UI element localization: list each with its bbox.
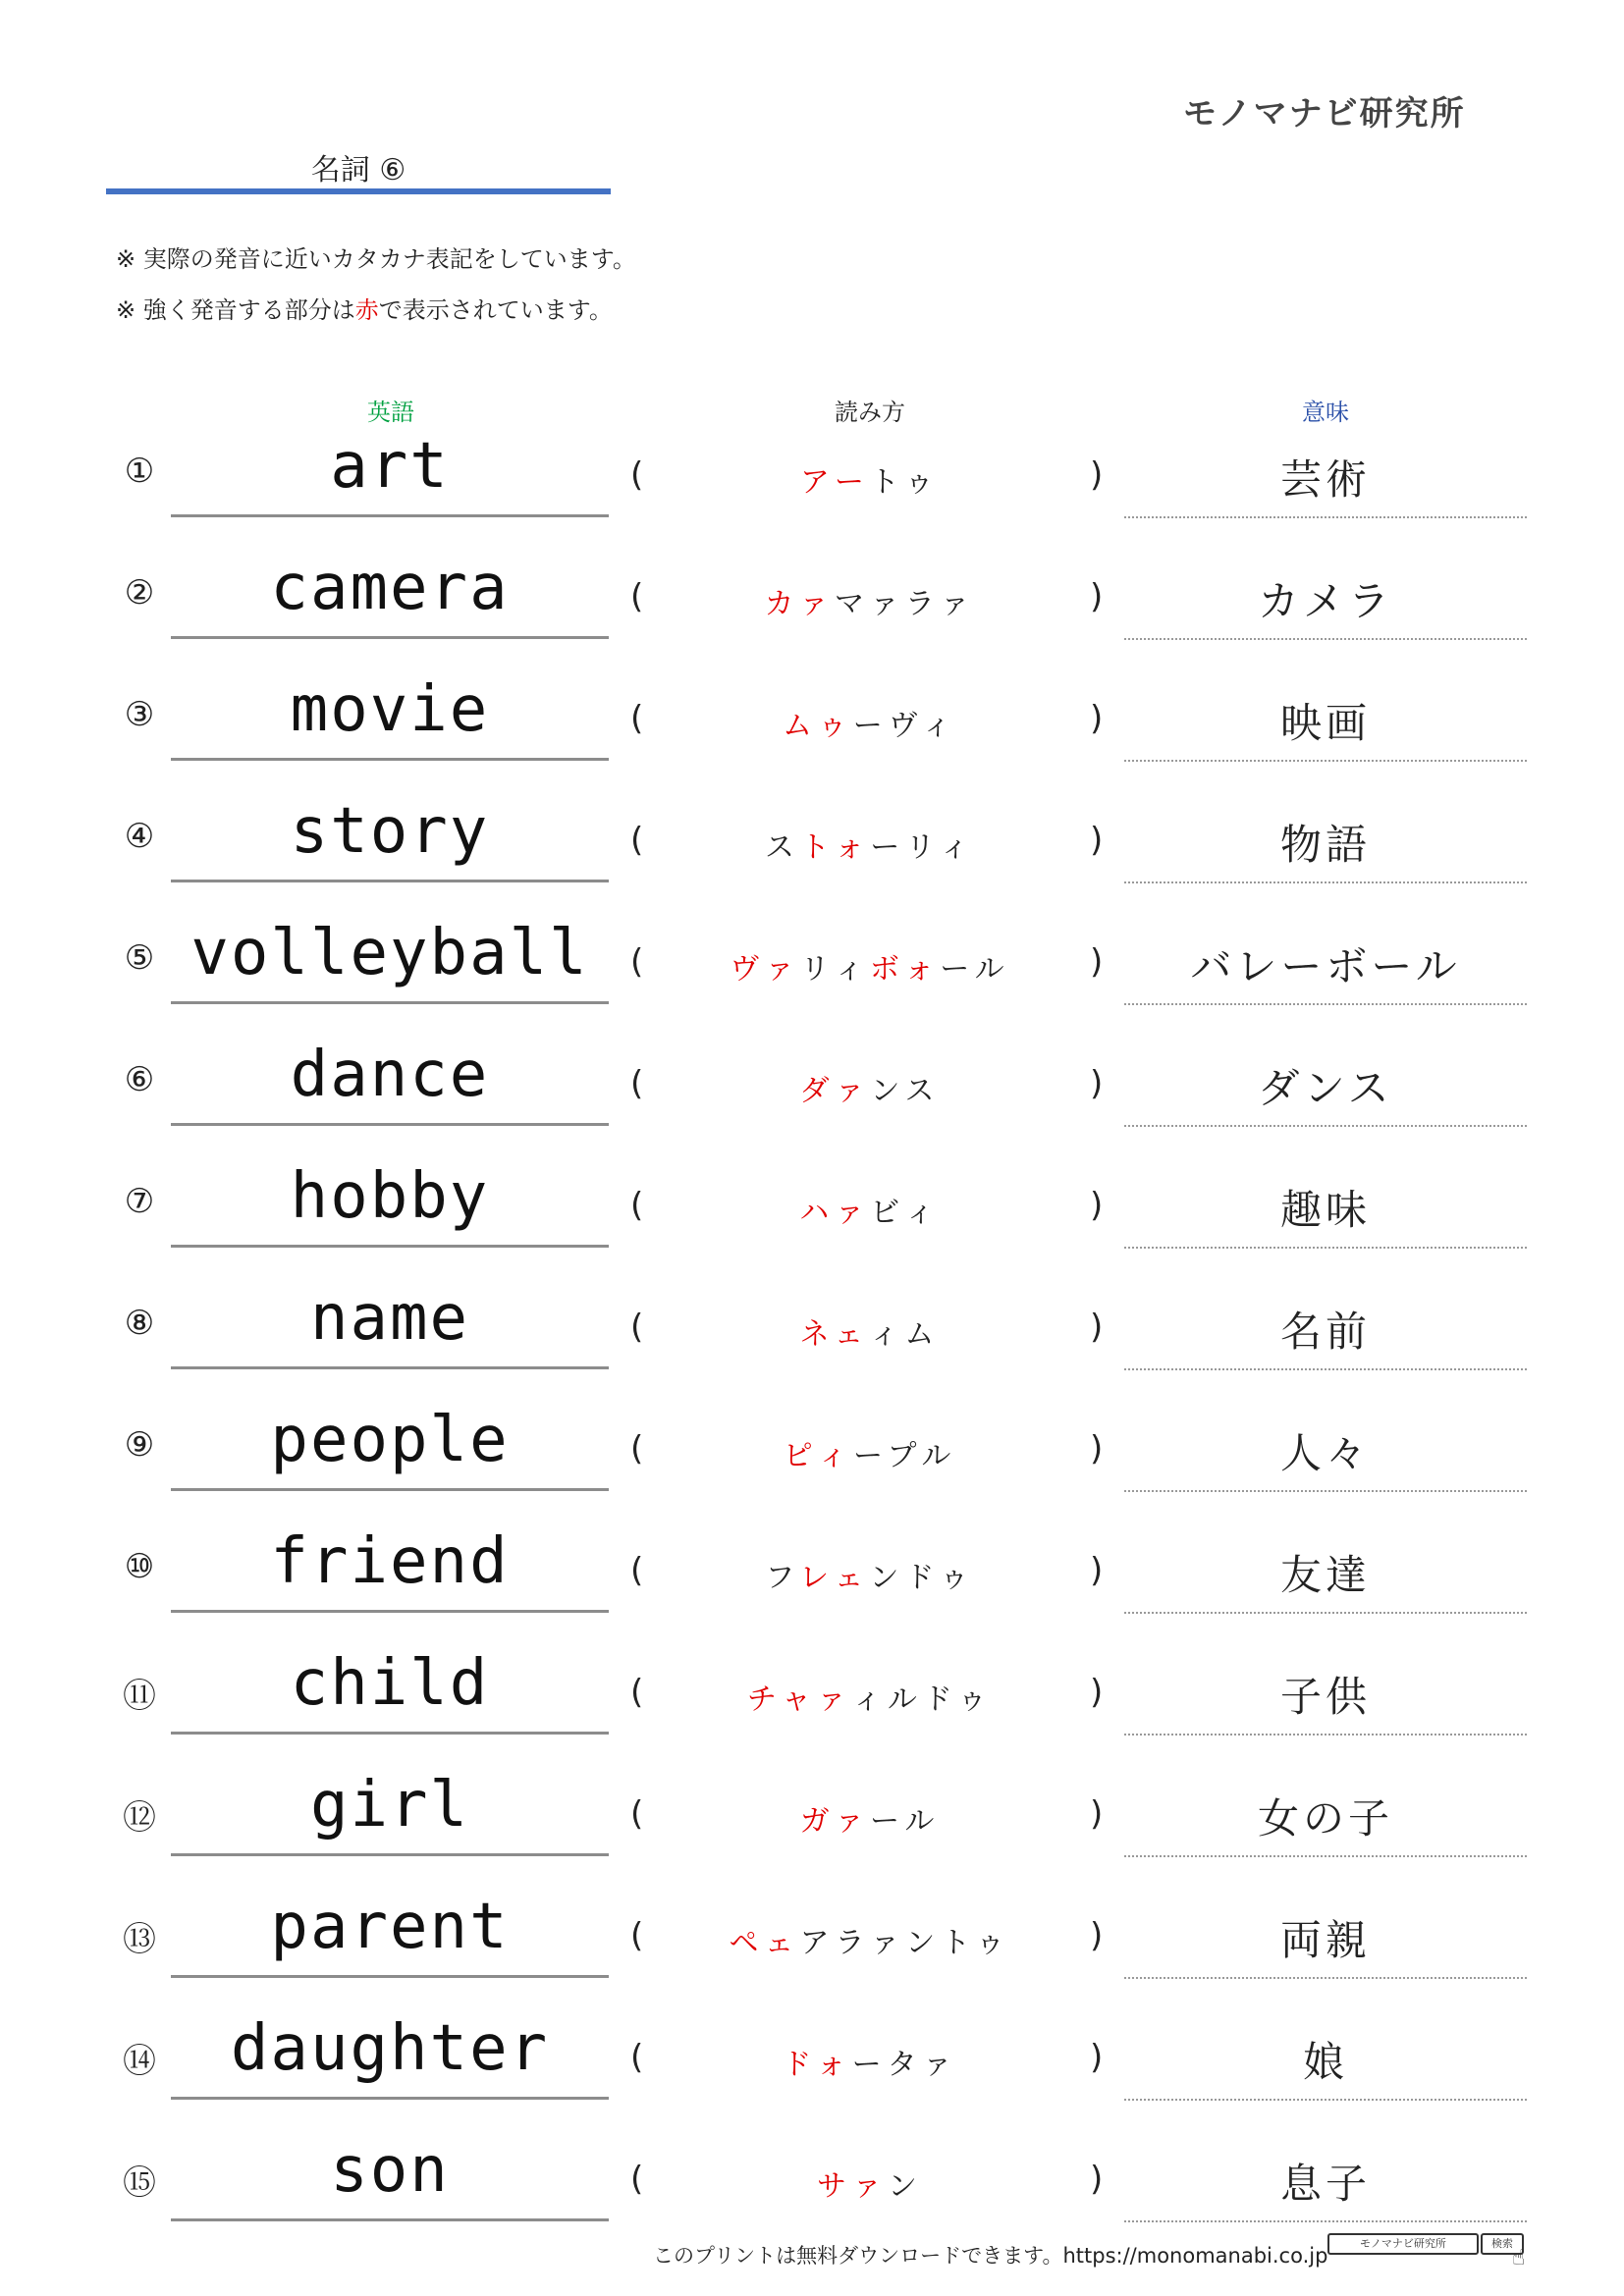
reading-syllable: ンドゥ: [869, 1561, 975, 1595]
stressed-syllable: ヴァ: [730, 952, 801, 987]
close-paren: ): [1090, 942, 1104, 982]
reading-syllable: ィルドゥ: [851, 1682, 994, 1717]
japanese-meaning: 子供: [1279, 1673, 1371, 1721]
row-number: ⑪: [123, 1677, 156, 1716]
katakana-reading: [674, 1918, 1066, 1961]
english-word: parent: [270, 1891, 510, 1963]
japanese-meaning: 映画: [1279, 699, 1371, 747]
stressed-syllable: ガァ: [799, 1804, 870, 1839]
close-paren: ): [1090, 1673, 1104, 1712]
close-paren: ): [1090, 1429, 1104, 1468]
vocab-row: [0, 909, 1624, 1031]
japanese-meaning: バレーボール: [1190, 942, 1461, 990]
close-paren: ): [1090, 821, 1104, 860]
english-word: son: [330, 2134, 450, 2207]
japanese-meaning: 人々: [1279, 1429, 1371, 1477]
english-word: volleyball: [190, 917, 589, 989]
open-paren: (: [630, 1308, 644, 1347]
title-underline: [106, 188, 611, 194]
search-input[interactable]: モノマナビ研究所: [1327, 2233, 1479, 2255]
column-header-english: 英語: [367, 399, 414, 426]
search-button[interactable]: 検索: [1481, 2233, 1524, 2255]
open-paren: (: [630, 2160, 644, 2199]
column-header-meaning: 意味: [1302, 399, 1349, 426]
close-paren: ): [1090, 699, 1104, 738]
katakana-reading: [674, 1553, 1066, 1596]
meaning-underline: [1124, 516, 1527, 518]
meaning-underline: [1124, 1855, 1527, 1857]
word-underline: [171, 1001, 609, 1004]
meaning-underline: [1124, 760, 1527, 762]
katakana-reading: [674, 823, 1066, 866]
katakana-reading: [674, 1431, 1066, 1474]
open-paren: (: [630, 1064, 644, 1103]
reading-syllable: ール: [870, 1804, 941, 1839]
stressed-syllable: ドォ: [782, 2048, 852, 2082]
vocab-row: [0, 2126, 1624, 2248]
stressed-syllable: カァ: [764, 587, 835, 621]
column-header-reading: 読み方: [835, 399, 905, 426]
close-paren: ): [1090, 577, 1104, 616]
vocab-row: [0, 787, 1624, 909]
word-underline: [171, 2097, 609, 2100]
open-paren: (: [630, 1551, 644, 1590]
stressed-syllable: ハァ: [799, 1196, 871, 1230]
note-text: で表示されています。: [378, 296, 613, 324]
row-number: ⑦: [124, 1182, 155, 1221]
english-word: movie: [290, 673, 490, 746]
stressed-syllable: トォ: [799, 830, 871, 865]
stressed-syllable: サァ: [817, 2169, 888, 2204]
word-underline: [171, 1488, 609, 1491]
row-number: ⑧: [124, 1304, 155, 1343]
katakana-reading: [674, 1675, 1066, 1718]
meaning-underline: [1124, 1125, 1527, 1127]
word-underline: [171, 2218, 609, 2221]
reading-syllable: フ: [765, 1561, 800, 1595]
english-word: hobby: [290, 1160, 490, 1233]
reading-syllable: トゥ: [869, 465, 941, 500]
open-paren: (: [630, 2038, 644, 2077]
meaning-underline: [1124, 1490, 1527, 1492]
katakana-reading: [674, 944, 1066, 988]
japanese-meaning: 両親: [1279, 1916, 1371, 1964]
stressed-syllable: レェ: [799, 1561, 870, 1595]
open-paren: (: [630, 699, 644, 738]
japanese-meaning: 友達: [1279, 1551, 1371, 1599]
meaning-underline: [1124, 2220, 1527, 2222]
katakana-reading: [674, 579, 1066, 622]
japanese-meaning: 趣味: [1279, 1186, 1371, 1234]
english-word: child: [290, 1647, 490, 1720]
meaning-underline: [1124, 1734, 1527, 1735]
reading-syllable: ータァ: [851, 2048, 958, 2082]
katakana-reading: [674, 1309, 1066, 1353]
english-word: friend: [270, 1525, 510, 1598]
reading-syllable: ン: [888, 2169, 923, 2204]
word-underline: [171, 636, 609, 639]
english-word: girl: [309, 1769, 470, 1842]
close-paren: ): [1090, 1551, 1104, 1590]
row-number: ⑬: [123, 1920, 156, 1959]
meaning-underline: [1124, 2099, 1527, 2101]
open-paren: (: [630, 942, 644, 982]
english-word: name: [309, 1282, 470, 1355]
vocab-row: [0, 666, 1624, 787]
open-paren: (: [630, 1429, 644, 1468]
english-word: daughter: [230, 2012, 550, 2085]
close-paren: ): [1090, 1916, 1104, 1955]
reading-syllable: ビィ: [870, 1196, 941, 1230]
row-number: ⑫: [123, 1798, 156, 1838]
english-word: dance: [290, 1039, 490, 1111]
stressed-syllable: ピィ: [783, 1439, 854, 1473]
reading-syllable: ーリィ: [870, 830, 976, 865]
stressed-syllable: チャァ: [746, 1682, 852, 1717]
row-number: ⑭: [123, 2042, 156, 2081]
japanese-meaning: 物語: [1279, 821, 1371, 869]
vocab-row: [0, 2004, 1624, 2126]
close-paren: ): [1090, 2038, 1104, 2077]
word-underline: [171, 1366, 609, 1369]
row-number: ①: [124, 452, 155, 491]
reading-syllable: ープル: [853, 1439, 957, 1473]
vocab-row: [0, 1639, 1624, 1761]
reading-syllable: ス: [764, 830, 800, 865]
japanese-meaning: カメラ: [1257, 577, 1393, 625]
note-text: ※ 強く発音する部分は: [116, 296, 355, 324]
word-underline: [171, 758, 609, 761]
vocab-row: [0, 1031, 1624, 1152]
word-underline: [171, 1975, 609, 1978]
note-line: [116, 291, 613, 325]
footer-text: このプリントは無料ダウンロードできます。https://monomanabi.co.jp: [653, 2244, 1328, 2268]
brand-logo: モノマナビ研究所: [1183, 94, 1466, 133]
close-paren: ): [1090, 1794, 1104, 1834]
japanese-meaning: 女の子: [1257, 1794, 1393, 1842]
katakana-reading: [674, 2162, 1066, 2205]
word-underline: [171, 1245, 609, 1248]
katakana-reading: [674, 1188, 1066, 1231]
close-paren: ): [1090, 1308, 1104, 1347]
english-word: art: [330, 430, 450, 503]
meaning-underline: [1124, 1247, 1527, 1249]
vocab-row: [0, 1518, 1624, 1639]
meaning-underline: [1124, 1612, 1527, 1614]
meaning-underline: [1124, 1368, 1527, 1370]
word-underline: [171, 1610, 609, 1613]
english-word: story: [290, 795, 490, 868]
stressed-syllable: ペェ: [729, 1926, 800, 1960]
japanese-meaning: 娘: [1302, 2038, 1348, 2086]
meaning-underline: [1124, 881, 1527, 883]
japanese-meaning: ダンス: [1258, 1064, 1393, 1112]
open-paren: (: [630, 1186, 644, 1225]
close-paren: ): [1090, 1064, 1104, 1103]
note-highlight: 赤: [354, 296, 379, 324]
open-paren: (: [630, 821, 644, 860]
english-word: people: [270, 1404, 510, 1476]
katakana-reading: [674, 457, 1066, 501]
note-text: ※ 実際の発音に近いカタカナ表記をしています。: [116, 245, 636, 273]
page-title: 名詞 ⑥: [310, 153, 406, 187]
open-paren: (: [630, 1794, 644, 1834]
open-paren: (: [630, 1673, 644, 1712]
word-underline: [171, 514, 609, 517]
reading-syllable: ンス: [870, 1074, 941, 1108]
word-underline: [171, 1853, 609, 1856]
row-number: ⑮: [123, 2163, 156, 2203]
close-paren: ): [1090, 455, 1104, 495]
word-underline: [171, 1123, 609, 1126]
row-number: ③: [124, 695, 155, 734]
stressed-syllable: ムゥ: [783, 709, 853, 743]
reading-syllable: マァラァ: [834, 587, 976, 621]
japanese-meaning: 息子: [1279, 2160, 1371, 2208]
vocabulary-list: [0, 422, 1624, 2248]
reading-syllable: リィ: [800, 952, 870, 987]
meaning-underline: [1124, 638, 1527, 640]
row-number: ⑩: [124, 1547, 155, 1586]
hand-pointer-icon: ☝: [1512, 2246, 1526, 2270]
japanese-meaning: 芸術: [1279, 455, 1371, 504]
vocab-row: [0, 1761, 1624, 1883]
reading-syllable: ーヴィ: [852, 709, 957, 743]
word-underline: [171, 880, 609, 882]
meaning-underline: [1124, 1003, 1527, 1005]
katakana-reading: [674, 1066, 1066, 1109]
row-number: ⑨: [124, 1425, 155, 1465]
close-paren: ): [1090, 1186, 1104, 1225]
reading-syllable: ィム: [869, 1317, 941, 1352]
open-paren: (: [630, 455, 644, 495]
row-number: ④: [124, 817, 155, 856]
vocab-row: [0, 1883, 1624, 2004]
english-word: camera: [270, 552, 510, 624]
stressed-syllable: ネェ: [799, 1317, 870, 1352]
vocab-row: [0, 544, 1624, 666]
open-paren: (: [630, 577, 644, 616]
stressed-syllable: アー: [799, 465, 870, 500]
katakana-reading: [674, 1796, 1066, 1840]
katakana-reading: [674, 701, 1066, 744]
note-line: [116, 240, 636, 274]
open-paren: (: [630, 1916, 644, 1955]
reading-syllable: ール: [940, 952, 1010, 987]
vocab-row: [0, 1152, 1624, 1274]
vocab-row: [0, 422, 1624, 544]
vocab-row: [0, 1396, 1624, 1518]
row-number: ⑥: [124, 1060, 155, 1099]
stressed-syllable: ダァ: [799, 1074, 871, 1108]
vocab-row: [0, 1274, 1624, 1396]
close-paren: ): [1090, 2160, 1104, 2199]
row-number: ⑤: [124, 938, 155, 978]
word-underline: [171, 1732, 609, 1735]
meaning-underline: [1124, 1977, 1527, 1979]
stressed-syllable: ボォ: [869, 952, 941, 987]
japanese-meaning: 名前: [1279, 1308, 1371, 1356]
reading-syllable: アラァントゥ: [799, 1926, 1011, 1960]
row-number: ②: [124, 573, 155, 613]
katakana-reading: [674, 2040, 1066, 2083]
